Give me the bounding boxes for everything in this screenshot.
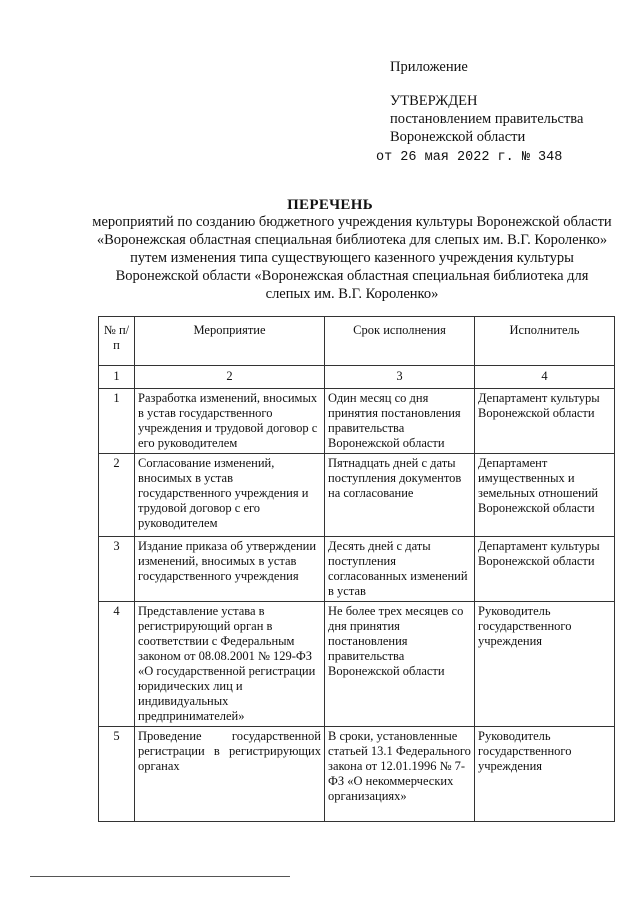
row-deadline: Десять дней с даты поступления согласованных изменений в устав	[325, 537, 475, 602]
approval-block	[376, 58, 630, 167]
footer-divider	[30, 876, 290, 877]
row-activity: Согласование изменений, вносимых в устав государственного учреждения и трудовой договор с его руководителем	[135, 454, 325, 537]
approved-label: УТВЕРЖДЕН	[390, 93, 478, 109]
row-num: 1	[99, 389, 135, 454]
row-num: 2	[99, 454, 135, 537]
document-subtitle: мероприятий по созданию бюджетного учреждения культуры Воронежской области «Воронежская областная специальная библиотека для слепых им. В.Г. Короленко» путем изменения типа существующего казенного учреждения культуры Воронежской области «Воронежская областная специальная библиотека для слепых им. В.Г. Короленко»	[92, 214, 612, 302]
row-executor: Руководитель государственного учреждения	[475, 727, 615, 822]
row-activity: Разработка изменений, вносимых в устав государственного учреждения и трудовой договор с его руководителем	[135, 389, 325, 454]
table-row	[99, 727, 615, 822]
row-executor: Департамент имущественных и земельных отношений Воронежской области	[475, 454, 615, 537]
col-number: 1	[99, 366, 135, 389]
row-deadline: В сроки, установленные статьей 13.1 Федерального закона от 12.01.1996 № 7-ФЗ «О некоммерческих организациях»	[325, 727, 475, 822]
approved-by-line: постановлением правительства	[390, 111, 584, 127]
col-number: 2	[135, 366, 325, 389]
decree-date-number: от 26 мая 2022 г. № 348	[376, 150, 563, 165]
row-executor: Департамент культуры Воронежской области	[475, 537, 615, 602]
table-header-row	[99, 317, 615, 366]
row-activity: Представление устава в регистрирующий орган в соответствии с Федеральным законом от 08.08.2001 № 129-ФЗ «О государственной регистрации юридических лиц и индивидуальных предпринимателей»	[135, 602, 325, 727]
row-deadline: Один месяц со дня принятия постановления правительства Воронежской области	[325, 389, 475, 454]
table-row	[99, 537, 615, 602]
table-row	[99, 454, 615, 537]
row-executor: Департамент культуры Воронежской области	[475, 389, 615, 454]
column-number-row	[99, 366, 615, 389]
header-deadline: Срок исполнения	[325, 317, 475, 366]
row-activity: Проведение государственной регистрации в регистрирующих органах	[135, 727, 325, 822]
header-num: № п/п	[99, 317, 135, 366]
header-activity: Мероприятие	[135, 317, 325, 366]
row-num: 5	[99, 727, 135, 822]
row-deadline: Не более трех месяцев со дня принятия постановления правительства Воронежской области	[325, 602, 475, 727]
col-number: 3	[325, 366, 475, 389]
appendix-label: Приложение	[390, 59, 468, 75]
table-row	[99, 602, 615, 727]
col-number: 4	[475, 366, 615, 389]
header-executor: Исполнитель	[475, 317, 615, 366]
row-num: 4	[99, 602, 135, 727]
row-deadline: Пятнадцать дней с даты поступления документов на согласование	[325, 454, 475, 537]
table-row	[99, 389, 615, 454]
document-title: ПЕРЕЧЕНЬ	[287, 197, 373, 213]
row-activity: Издание приказа об утверждении изменений, вносимых в устав государственного учреждения	[135, 537, 325, 602]
row-num: 3	[99, 537, 135, 602]
row-executor: Руководитель государственного учреждения	[475, 602, 615, 727]
approved-by-region: Воронежской области	[390, 129, 526, 145]
activities-table	[98, 316, 615, 822]
